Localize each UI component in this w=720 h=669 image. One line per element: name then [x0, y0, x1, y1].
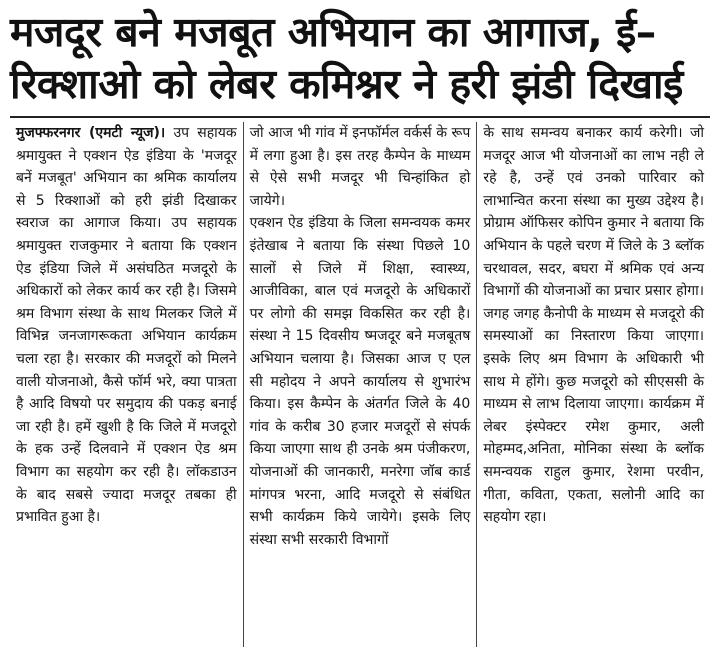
paragraph: जो आज भी गांव में इनफॉर्मल वर्कर्स के रूप में लगा हुआ है। इस तरह कैम्पेन के माध्यम से ऐसे सभी मजदूर भी चिन्हांकित हो जायेगे। — [249, 125, 471, 209]
headline — [10, 6, 710, 110]
paragraph — [16, 122, 237, 529]
dateline: मुजफ्फरनगर (एमटी न्यूज)। — [16, 125, 166, 141]
paragraph: एक्शन ऐड इंडिया के जिला समन्वयक कमर इंतेखाब ने बताया कि संस्था पिछले 10 सालों से जिले में शिक्षा, स्वास्थ्य, आजीविका, बाल एवं मजदूरो के अधिकारों पर लोगो की समझ विकसित कर रही है। संस्था ने 15 दिवसीय ष्मजदूर बने मजबूतष अभियान चलाया है। जिसका आज ए एल सी महोदय ने अपने कार्यालय से शुभारंभ किया। इस कैम्पेन के अंतर्गत जिले के 40 गांव के करीब 30 हजार मजदूरों से संपर्क किया जाएगा साथ ही उनके श्रम पंजीकरण, योजनाओं की जानकारी, मनरेगा जॉब कार्ड मांगपत्र भरना, आदि मजदूरो से संबंधित सभी कार्यक्रम किये जायेगे। इसके लिए संस्था सभी सरकारी विभागों — [249, 215, 471, 548]
headline-line-1: मजदूर बने मजबूत अभियान का आगाज, ई– — [10, 8, 656, 56]
article-column-3 — [476, 122, 710, 647]
headline-divider — [10, 116, 710, 118]
article-column-2 — [243, 122, 477, 647]
headline-line-2: रिक्शाओ को लेबर कमिश्नर ने हरी झंडी दिखाई — [10, 60, 683, 108]
article-columns — [10, 122, 710, 647]
article-column-1 — [10, 122, 243, 647]
paragraph: के साथ समन्वय बनाकर कार्य करेगी। जो मजदूर आज भी योजनाओं का लाभ नही ले रहे है, उन्हें एवं उनको पारिवार को लाभान्वित करना संस्था का मुख्य उद्देश्य है। प्रोग्राम ऑफिसर कोपिन कुमार ने बताया कि अभियान के पहले चरण में जिले के 3 ब्लॉक चरथावल, सदर, बघरा में श्रमिक एवं अन्य विभागों की योजनाओं का प्रचार प्रसार होगा। जगह जगह कैनोपी के माध्यम से मजदूरो की समस्याओं का निस्तारण किया जाएगा। इसके लिए श्रम विभाग के अधिकारी भी साथ मे होंगे। कुछ मजदूरो को सीएससी के माध्यम से लाभ दिलाया जाएगा। कार्यक्रम में लेबर इंस्पेक्टर रमेश कुमार, अली मोहम्मद,अनिता, मोनिका संस्था के ब्लॉक समन्वयक राहुल कुमार, रेशमा परवीन, गीता, कविता, एकता, सलोनी आदि का सहयोग रहा। — [483, 125, 705, 526]
paragraph-text: उप सहायक श्रमायुक्त ने एक्शन ऐड इंडिया के 'मजदूर बनें मजबूत' अभियान का श्रमिक कार्यालय से 5 रिक्शाओं को हरी झंडी दिखाकर स्वराज का आगाज किया। उप सहायक श्रमायुक्त राजकुमार ने बताया कि एक्शन ऐड इंडिया जिले में असंघठित मजदूरो के अधिकारों को लेकर कार्य कर रही है। जिसमे श्रम विभाग संस्था के साथ मिलकर जिले में विभिन्न जनजागरूकता अभियान कार्यक्रम चला रहा है। सरकार की मजदूरों को मिलने वाली योजनाओ, कैसे फॉर्म भरे, क्या पात्रता है आदि विषयो पर समुदाय की पकड़ बनाई जा रही है। हमें खुशी है कि जिले में मजदूरो के हक उन्हें दिलवाने में एक्शन ऐड श्रम विभाग का सहयोग कर रही है। लॉकडाउन के बाद सबसे ज्यादा मजदूर तबका ही प्रभावित हुआ है। — [16, 125, 237, 526]
